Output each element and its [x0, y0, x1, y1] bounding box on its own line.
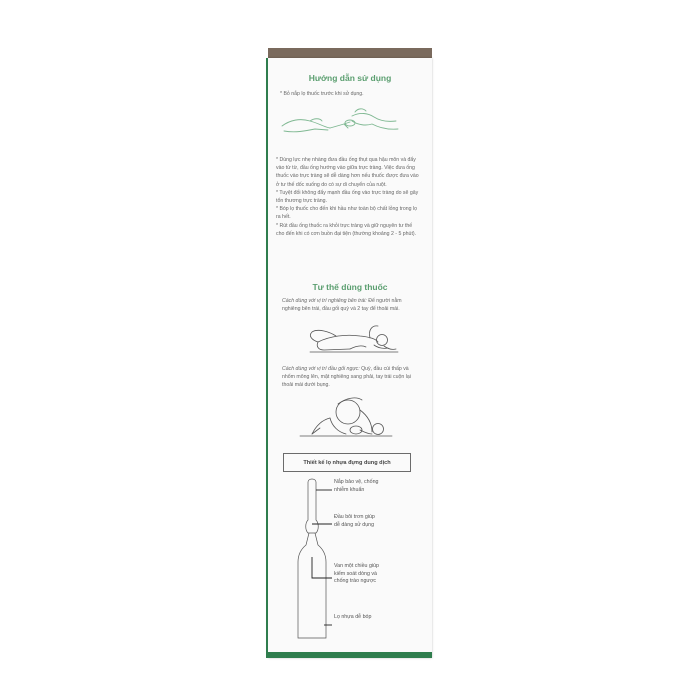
- position-knee-description: Quỳ, đầu cúi thấp và nhổm mông lên, mặt nghiêng sang phải, tay trái cuộn lại thoải mái dưới bụng.: [282, 366, 411, 389]
- bottle-body-outline: [298, 533, 326, 638]
- callout-squeeze-bottle: Lọ nhựa dễ bóp: [334, 614, 372, 620]
- instruction-no-force: * Tuyệt đối không đẩy mạnh đầu ống vào trực tràng do sẽ gây tổn thương trực tràng.: [276, 189, 419, 205]
- bottle-design-box: Thiết kế lọ nhựa đựng dung dịch: [283, 453, 411, 472]
- position-knee-title: Cách dùng với vị trí đầu gối ngực:: [282, 366, 360, 372]
- position-side-description: Để người nằm nghiêng bên trái, đầu gối quỳ và 2 tay để thoải mái.: [282, 298, 402, 313]
- position-heading: Tư thế dùng thuốc: [312, 282, 388, 292]
- instruction-withdraw: * Rút đầu ống thuốc ra khỏi trực tràng và giữ nguyên tư thế cho đến khi có cơn buồn đại tiện (thường khoảng 2 - 5 phút).: [276, 222, 417, 237]
- instruction-squeeze: * Bóp lọ thuốc cho đến khi hầu như toàn bộ chất lỏng trong lọ ra hết.: [276, 206, 418, 221]
- instruction-insert: * Dùng lực nhẹ nhàng đưa đầu ống thụt qua hậu môn và đẩy vào từ từ, đầu ống hướng vào giữa trực tràng. Việc đưa ống thuốc vào trực tràng sẽ dễ dàng hơn nếu thuốc được đưa vào ở tư thế dốc xuống do có sự di chuyển của ruột.: [276, 157, 419, 188]
- usage-heading: Hướng dẫn sử dụng: [308, 73, 392, 83]
- callout-one-way-valve: Van một chiều giúp kiểm soát dòng và chống trào ngược: [334, 563, 379, 584]
- bottle-cap-outline: [306, 479, 319, 533]
- step-remove-cap: * Bỏ nắp lọ thuốc trước khi sử dụng.: [280, 91, 364, 97]
- callout-protective-cap: Nắp bảo vệ, chống nhiễm khuẩn: [334, 479, 379, 493]
- callout-line-valve: [312, 557, 332, 578]
- position-side-title: Cách dùng với vị trí nghiêng bên trái:: [282, 298, 367, 304]
- callout-lubricated-tip: Đầu bôi trơn giúp dễ dàng sử dụng: [334, 514, 375, 528]
